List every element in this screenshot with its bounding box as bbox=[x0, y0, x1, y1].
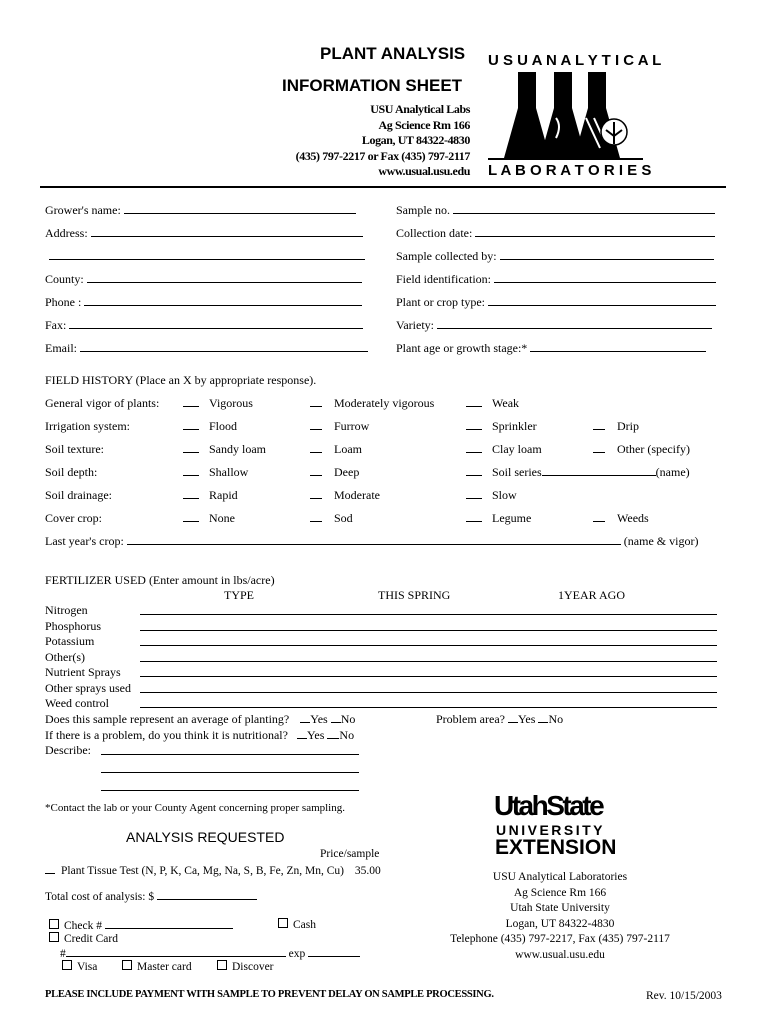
crop-type-label: Plant or crop type: bbox=[396, 295, 485, 309]
last-year-crop-field[interactable] bbox=[127, 534, 621, 545]
extension-address-block bbox=[430, 870, 690, 963]
soil-series-name-field[interactable] bbox=[542, 465, 656, 476]
usu-lab-logo bbox=[488, 72, 643, 164]
cover-crop-label: Cover crop: bbox=[45, 511, 102, 525]
fert-row-line[interactable] bbox=[140, 645, 717, 646]
lab-address-line: (435) 797-2217 or Fax (435) 797-2117 bbox=[295, 148, 470, 163]
price-sample-label: Price/sample bbox=[320, 848, 380, 860]
total-cost-field[interactable] bbox=[157, 889, 257, 900]
sample-collected-by-label: Sample collected by: bbox=[396, 249, 497, 263]
check-checkbox[interactable] bbox=[49, 919, 59, 929]
col-type-header: TYPE bbox=[224, 588, 254, 602]
fert-row-label: Potassium bbox=[45, 634, 95, 648]
analysis-heading: ANALYSIS REQUESTED bbox=[126, 829, 285, 845]
weeds-checkbox[interactable] bbox=[593, 511, 605, 522]
no-label: No bbox=[339, 728, 355, 742]
soil-series-checkbox[interactable] bbox=[466, 465, 482, 476]
option-label: Sod bbox=[334, 511, 353, 525]
discover-label: Discover bbox=[232, 961, 274, 973]
field-id-label: Field identification: bbox=[396, 272, 491, 286]
visa-label: Visa bbox=[77, 961, 98, 973]
fert-row-label: Other sprays used bbox=[45, 681, 131, 695]
loam-checkbox[interactable] bbox=[310, 442, 322, 453]
soil-drainage-label: Soil drainage: bbox=[45, 488, 112, 502]
header-divider bbox=[40, 186, 726, 188]
sod-checkbox[interactable] bbox=[310, 511, 322, 522]
sample-no-label: Sample no. bbox=[396, 203, 450, 217]
option-label: Loam bbox=[334, 442, 362, 456]
option-label: Sprinkler bbox=[492, 419, 537, 433]
weak-checkbox[interactable] bbox=[466, 396, 482, 407]
credit-card-label: Credit Card bbox=[64, 933, 118, 945]
nutritional-no-blank[interactable] bbox=[327, 728, 339, 739]
growers-name-field[interactable] bbox=[124, 203, 356, 214]
soil-depth-label: Soil depth: bbox=[45, 465, 98, 479]
average-yes-blank[interactable] bbox=[300, 712, 310, 723]
last-year-crop-suffix: (name & vigor) bbox=[623, 534, 699, 548]
sample-collected-by-field[interactable] bbox=[500, 249, 714, 260]
sprinkler-checkbox[interactable] bbox=[466, 419, 482, 430]
extension-address-line: www.usual.usu.edu bbox=[515, 948, 605, 961]
field-history-heading: FIELD HISTORY (Place an X by appropriate response). bbox=[45, 373, 317, 387]
fert-row-label: Weed control bbox=[45, 696, 110, 710]
logo-top-text: U S U A N A L Y T I C A L bbox=[488, 52, 662, 69]
moderate-checkbox[interactable] bbox=[310, 488, 322, 499]
fert-row-line[interactable] bbox=[140, 614, 717, 615]
phone-label: Phone : bbox=[45, 295, 82, 309]
option-label: Moderately vigorous bbox=[334, 396, 435, 410]
irrigation-label: Irrigation system: bbox=[45, 419, 130, 433]
option-label: Deep bbox=[334, 465, 360, 479]
cash-label: Cash bbox=[293, 919, 316, 931]
slow-checkbox[interactable] bbox=[466, 488, 482, 499]
problem-no-blank[interactable] bbox=[538, 712, 548, 723]
fax-label: Fax: bbox=[45, 318, 67, 332]
rapid-checkbox[interactable] bbox=[183, 488, 199, 499]
option-label: Flood bbox=[209, 419, 238, 433]
payment-notice: PLEASE INCLUDE PAYMENT WITH SAMPLE TO PREVENT DELAY ON SAMPLE PROCESSING. bbox=[45, 989, 494, 1000]
fert-row-line[interactable] bbox=[140, 630, 717, 631]
problem-yes-blank[interactable] bbox=[508, 712, 518, 723]
variety-label: Variety: bbox=[396, 318, 434, 332]
clay-loam-checkbox[interactable] bbox=[466, 442, 482, 453]
no-label: No bbox=[340, 712, 356, 726]
option-label: Drip bbox=[617, 419, 639, 433]
average-planting-question: Does this sample represent an average of planting? bbox=[45, 712, 290, 726]
moderately-vigorous-checkbox[interactable] bbox=[310, 396, 322, 407]
growth-stage-field[interactable] bbox=[530, 341, 706, 352]
lab-address-line: www.usual.usu.edu bbox=[378, 164, 470, 178]
option-label: Soil series bbox=[492, 465, 542, 479]
collection-date-label: Collection date: bbox=[396, 226, 473, 240]
legume-checkbox[interactable] bbox=[466, 511, 482, 522]
growers-name-label: Grower's name: bbox=[45, 203, 121, 217]
fert-row-line[interactable] bbox=[140, 692, 717, 693]
fert-row-label: Phosphorus bbox=[45, 619, 102, 633]
lab-address-block bbox=[296, 102, 470, 180]
fert-row-line[interactable] bbox=[140, 676, 717, 677]
option-label: Weak bbox=[492, 396, 520, 410]
plant-tissue-test-blank[interactable] bbox=[45, 863, 55, 874]
yes-label: Yes bbox=[306, 728, 325, 742]
option-label: Legume bbox=[492, 511, 532, 525]
variety-field[interactable] bbox=[437, 318, 712, 329]
lab-address-line: Ag Science Rm 166 bbox=[378, 117, 470, 132]
yes-label: Yes bbox=[310, 712, 328, 726]
check-label: Check # bbox=[64, 920, 103, 932]
option-label: Clay loam bbox=[492, 442, 542, 456]
flask-icon bbox=[504, 72, 550, 158]
discover-checkbox[interactable] bbox=[217, 960, 227, 970]
visa-checkbox[interactable] bbox=[62, 960, 72, 970]
furrow-checkbox[interactable] bbox=[310, 419, 322, 430]
fert-row-label: Nutrient Sprays bbox=[45, 665, 121, 679]
option-label: Rapid bbox=[209, 488, 238, 502]
last-year-crop-label: Last year's crop: bbox=[45, 534, 124, 548]
flood-checkbox[interactable] bbox=[183, 419, 199, 430]
problem-area-question: Problem area? bbox=[436, 712, 505, 726]
fert-row-line[interactable] bbox=[140, 661, 717, 662]
address-label: Address: bbox=[45, 226, 88, 240]
plant-tissue-test-price: 35.00 bbox=[354, 865, 381, 877]
extension-logo-line2: UNIVERSITY bbox=[496, 822, 606, 838]
growth-stage-label: Plant age or growth stage:* bbox=[396, 341, 528, 355]
address-field[interactable] bbox=[91, 226, 363, 237]
extension-address-line: Ag Science Rm 166 bbox=[513, 886, 607, 899]
extension-address-line: USU Analytical Laboratories bbox=[492, 871, 628, 883]
option-label: Furrow bbox=[334, 419, 370, 433]
county-label: County: bbox=[45, 272, 84, 286]
logo-bottom-text: L A B O R A T O R I E S bbox=[488, 162, 652, 179]
sandy-loam-checkbox[interactable] bbox=[183, 442, 199, 453]
none-checkbox[interactable] bbox=[183, 511, 199, 522]
no-label: No bbox=[548, 712, 564, 726]
fert-row-label: Other(s) bbox=[45, 650, 85, 664]
fert-row-line[interactable] bbox=[140, 707, 717, 708]
extension-address-line: Logan, UT 84322-4830 bbox=[505, 917, 615, 930]
option-label: None bbox=[209, 511, 235, 525]
option-label: Vigorous bbox=[209, 396, 253, 410]
card-number-field[interactable] bbox=[66, 946, 286, 957]
credit-card-checkbox[interactable] bbox=[49, 932, 59, 942]
option-label: Other (specify) bbox=[617, 442, 690, 456]
contact-note: *Contact the lab or your County Agent concerning proper sampling. bbox=[45, 802, 345, 814]
option-label: Weeds bbox=[617, 511, 649, 525]
card-number-hash: # bbox=[60, 948, 66, 960]
mastercard-label: Master card bbox=[137, 961, 192, 973]
phone-field[interactable] bbox=[84, 295, 362, 306]
deep-checkbox[interactable] bbox=[310, 465, 322, 476]
describe-line[interactable] bbox=[101, 754, 359, 755]
extension-logo-line1: UtahState bbox=[494, 790, 603, 821]
nutritional-question: If there is a problem, do you think it is nutritional? bbox=[45, 728, 288, 742]
cash-checkbox[interactable] bbox=[278, 918, 288, 928]
describe-line[interactable] bbox=[101, 772, 359, 773]
form-title: PLANT ANALYSIS bbox=[320, 44, 466, 63]
option-label: Slow bbox=[492, 488, 517, 502]
check-number-field[interactable] bbox=[105, 918, 233, 929]
vigor-label: General vigor of plants: bbox=[45, 396, 160, 410]
extension-address-line: Telephone (435) 797-2217, Fax (435) 797-2117 bbox=[450, 933, 670, 945]
yes-label: Yes bbox=[517, 712, 536, 726]
option-label: Moderate bbox=[334, 488, 380, 502]
describe-label: Describe: bbox=[45, 743, 91, 757]
option-label: Shallow bbox=[209, 465, 249, 479]
tree-icon bbox=[601, 119, 627, 145]
option-label: Sandy loam bbox=[209, 442, 266, 456]
average-no-blank[interactable] bbox=[331, 712, 341, 723]
fert-row-label: Nitrogen bbox=[45, 603, 88, 617]
email-label: Email: bbox=[45, 341, 77, 355]
email-field[interactable] bbox=[80, 341, 368, 352]
collection-date-field[interactable] bbox=[475, 226, 715, 237]
crop-type-field[interactable] bbox=[488, 295, 716, 306]
extension-logo-line3: EXTENSION bbox=[495, 836, 617, 859]
col-year-header: 1YEAR AGO bbox=[558, 588, 626, 602]
shallow-checkbox[interactable] bbox=[183, 465, 199, 476]
sample-no-field[interactable] bbox=[453, 203, 715, 214]
vigorous-checkbox[interactable] bbox=[183, 396, 199, 407]
revision-date: Rev. 10/15/2003 bbox=[646, 990, 722, 1002]
plant-tissue-test-label: Plant Tissue Test (N, P, K, Ca, Mg, Na, S, B, Fe, Zn, Mn, Cu) bbox=[61, 865, 345, 877]
fertilizer-heading: FERTILIZER USED (Enter amount in lbs/acre) bbox=[45, 573, 275, 587]
nutritional-yes-blank[interactable] bbox=[297, 728, 307, 739]
describe-line[interactable] bbox=[101, 790, 359, 791]
lab-address-line: Logan, UT 84322-4830 bbox=[361, 133, 470, 147]
total-cost-label: Total cost of analysis: $ bbox=[45, 891, 155, 903]
address-field-line2[interactable] bbox=[49, 249, 365, 260]
exp-field[interactable] bbox=[308, 946, 360, 957]
extension-address-line: Utah State University bbox=[510, 902, 610, 914]
other-specify-checkbox[interactable] bbox=[593, 442, 605, 453]
form-subtitle: INFORMATION SHEET bbox=[282, 76, 463, 95]
soil-texture-label: Soil texture: bbox=[45, 442, 104, 456]
county-field[interactable] bbox=[87, 272, 362, 283]
col-spring-header: THIS SPRING bbox=[378, 588, 451, 602]
exp-label: exp bbox=[288, 948, 306, 960]
drip-checkbox[interactable] bbox=[593, 419, 605, 430]
fax-field[interactable] bbox=[69, 318, 363, 329]
soil-series-suffix: (name) bbox=[655, 465, 690, 479]
mastercard-checkbox[interactable] bbox=[122, 960, 132, 970]
field-id-field[interactable] bbox=[494, 272, 716, 283]
lab-address-line: USU Analytical Labs bbox=[370, 102, 470, 116]
